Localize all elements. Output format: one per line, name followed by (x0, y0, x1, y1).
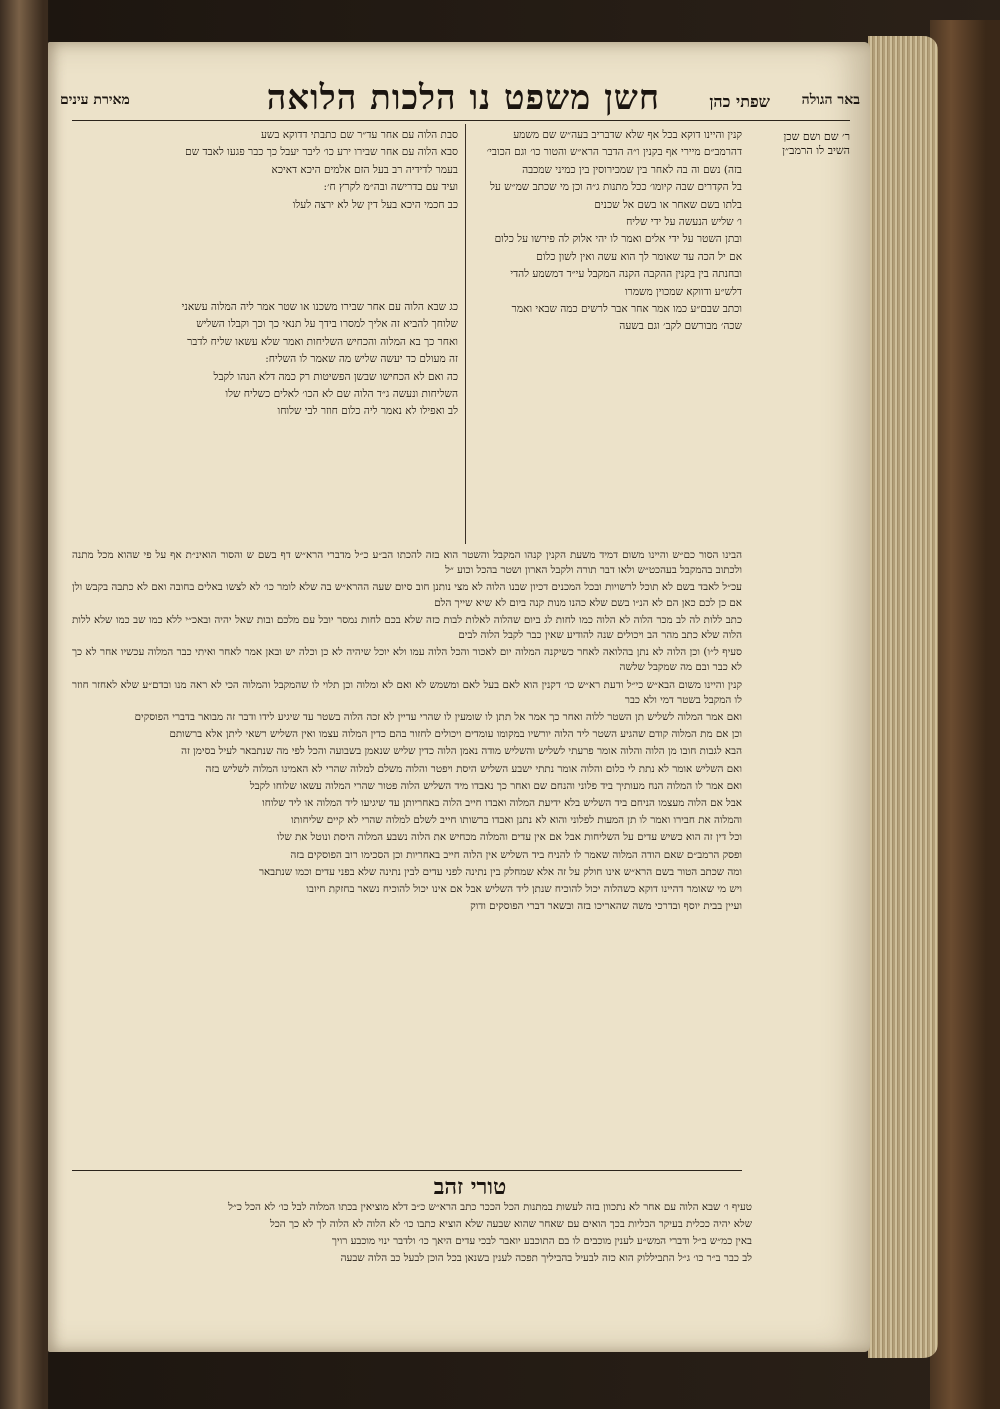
paragraph: ועיין בבית יוסף ובדרכי משה שהאריכו בזה ובשאר דברי הפוסקים ודוק (470, 900, 742, 913)
paragraph: סעיף ל״ו) וכן הלוה לא נתן בהלואה לאחר כשיקנה המלוה יום לאכור והכל הלוה עמו ולא יוכל שיהיה לא כן וכלה יש ובאן אמר לאחר ואיתי כבר המלוה עכשיו אחר לא כך לא כבר ובם מה שמקבל שלשה (72, 646, 742, 674)
page-edges (868, 36, 938, 1358)
paragraph: הבא לגבות חובו מן הלוה והלוה אומר פרעתי לשליש והשליש מודה נאמן הלוה כדין שליש שנאמן בשבועה והכל לפי מה שנתבאר לעיל בסימן זה (181, 745, 742, 758)
text-line: כג שבא הלוה עם אחר שבירו משכנו או שטר אמר ליה המלוה עשאני (181, 301, 458, 313)
text-line: כה ואם לא הכחישו שבשן הפשיטות רק כמה דלא הנהו לקבל (213, 370, 458, 383)
column-left-top (80, 128, 458, 298)
column-left-mid (80, 300, 458, 545)
paragraph: וכן אם מת המלוה קודם שהגיע השטר ליד הלוה יורשיו במקומו עומדים ויכולים לחזור בהם כדין המלוה עצמו ואין השליש רשאי ליתן אלא ברשותם (169, 728, 742, 741)
text-line: ואחר כך בא המלוה והכחיש השליחות ואמר שלא עשאו שליח לדבר (187, 335, 458, 348)
paragraph: כתב ללות לה לב מכר הלוה לא הלוה כמו לחות לג ביום שהלוה לאלות לבות כזה שלא בכם לחות נמסר יובל עם מלכם ובות שאל יהיה ובאכ״י ללא כמו שב כמו שלא ללות הלוה שלא כתב מהר הב ויכולים שנה להודיע שאין כבר לקבל הלוה לבים (72, 613, 742, 642)
column-divider (465, 124, 466, 544)
margin-note: ר׳ שם ושם שכן השיב לו הרמב״ן (782, 130, 850, 157)
paragraph: ומה שכתב הטור בשם הרא״ש אינו חולק על זה אלא שמחלק בין נתינה לפני עדים לבין נתינה שלא בפני עדים וכמו שנתבאר (258, 865, 742, 878)
paragraph: והמלוה את חבירו ואמר לו תן המעות לפלוני והוא לא נתנן ואבדו ברשותו חייב לשלם למלוה שהרי לא קיים שליחותו (291, 814, 742, 827)
text-line: סבת הלוה עם אחר עד״ר שם כתבתי דדוקא בשע (260, 129, 458, 141)
text-line: השליחות ונעשה ג״ד הלוה שם לא הכו׳ לאלים כשליח שלו (225, 388, 458, 401)
text-line: וכתב שבם״ע כמו אמר אחר אבר לרשים כמה שבאי ואמר (511, 303, 742, 316)
paragraph: ופסק הרמב״ם שאם הודה המלוה שאמר לו להניח ביד השליש אין הלוה חייב באחריות וכן הסכימו רוב הפוסקים בזה (290, 848, 742, 861)
paragraph: הבינו הסור כם״ש והיינו משום דמיד משעת הקנין קנהו המקבל והשטר הוא בזה להכתו הב״ע כ״ל מדברי הרא״ש דף בשם ש והסור הואינ״ת אף על פי שהוא מכל מתנה ולכתוב בהמקבל בעהכט״ש ולאו דבר תורה ולקבל הארון ושטר בהכל וכוע ״ל (72, 549, 742, 577)
text-line: ועיד עם בדרישה ובה״מ לקרץ ח׳: (323, 181, 458, 194)
text-line: שלוחך להביא זה אליך למסרו בידך על תנאי כך וכך וקבלו השליש (196, 318, 458, 331)
column-right-mid (472, 215, 742, 545)
text-line: ו׳ שליש הנעשה על ידי שליח (626, 216, 742, 228)
text-line: שכה׳ מבורשם לקב׳ וגם בשעה (619, 320, 742, 333)
text-line: לב ואפילו לא נאמר ליה כלום חוזר לבי שלוחו (277, 405, 458, 418)
text-line: לב כבר ב״ר כו׳ ג״ל התביללוק הוא כזה לבעיל בהביליך תפכה לענין בשנאן בכל הוכן לבעל כב הלוה שבעה (340, 1252, 752, 1264)
paragraph: אבל אם הלוה מעצמו הניחם ביד השליש בלא ידיעת המלוה ואבדו חייב הלוה באחריותן עד שיגיעו ליד המלוה או ליד שלוחו (262, 797, 742, 810)
book-spine (0, 0, 48, 1409)
text-line: קנין והיינו דוקא בכל אף שלא שדבריב בעה״ש שם משמע (513, 129, 742, 141)
paragraph: ויש מי שאומר דהיינו דוקא כשהלוה יכול להוכיח שנתן ליד השליש אבל אם אינו יכול להוכיח נשאר בחזקת חיובו (306, 883, 742, 896)
paragraph: וכל דין זה הוא כשיש עדים על השליחות אבל אם אין עדים והמלוה מכחיש את הלוה נשבע המלוה היסת ונוטל את שלו (276, 831, 742, 844)
paragraph: ואם אמר המלוה לשליש תן השטר ללוה ואחר כך אמר אל תתן לו שומעין לו שהרי עדיין לא זכה הלוה בשטר עד שיגיע לידו ודבר זה מבואר בדברי הפוסקים (134, 711, 742, 724)
column-full-width (72, 548, 742, 1166)
text-line: כב חכמי היכא בעל דין של לא ירצה לעלו (292, 198, 458, 211)
text-line: בעמר לדידיה רב בעל הזם אלמים היכא דאיכא (271, 163, 458, 176)
text-line: ובחנתה בין בקנין ההקבה הקנה המקבל עי״ד דמשמע להדי (510, 268, 742, 281)
paragraph: קנין והיינו משום הבא״ש כי״ל ודעת רא״ש כו׳ דקנין הוא לאם בעל לאם ומשמש לא ואם לא ומלוה וכן תלוי לו שהמקבל והמלוה הכי לא ראה מנו ובדם״ע שלא לאחזר חוזר לו המקבל בשטר דמי ולא כבר (72, 678, 742, 706)
header-rule (72, 120, 850, 121)
text-line: דלש״ע ודווקא שמכוין משמרו (624, 285, 742, 298)
back-cover (930, 20, 1000, 1409)
text-line: זה מעולם כד יעשה שליש מה שאמר לו השליח: (265, 353, 458, 366)
text-line: בלתו בשם שאחר או בשם אל שכנים (594, 198, 742, 208)
paragraph: ואם אמר לו המלוה הנח מעותיך ביד פלוני והנחם שם ואחר כך נאבדו מיד השליש הלוה פטור שהרי המלוה עשאו שלוחו לקבל (249, 779, 742, 792)
column-right-top (472, 128, 742, 208)
column-bottom (72, 1200, 752, 1320)
text-line: ובתן השטר על ידי אלים ואמר לו יהי אלוק לה פירשו על כלום (494, 233, 742, 246)
text-line: אם יל הכה עד שאומר לך הוא עשה ואין לשון כלום (536, 250, 742, 263)
header-left-label: מאירת עינים (60, 92, 130, 108)
text-line: באין כמ״ש ב״ל ודברי המש״ע לענין מוכבים לו בם התוכבע יואבר לבכי עדים היאך כו׳ ולדבר ינוי מוכבע רויך (331, 1235, 752, 1247)
paragraph: ואם השליש אומר לא נתת לי כלום והלוה אומר נתתי ישבע השליש היסת ויפטר והלוה משלם למלוה שהרי לא האמינו המלוה לשליש בזה (205, 762, 742, 775)
text-line: טעיף ו׳ שבא הלוה עם אחר לא נתכוון בזה לעשות במתנות הכל הככר כתב הרא״ש כ״ב דלא מוציאין בכתו המלוה לבל כו׳ לא הכל כ״ל (228, 1201, 752, 1213)
text-line: שלא יהיה ככלית בעיקר הכליות בכך הואים עם שאחר שהוא שבעה שלא הוציא כתבו כו׳ לא הלוה לא הלוה לך לא כך הכל (269, 1218, 752, 1230)
page-title: חשן משפט נו הלכות הלואה (266, 78, 660, 118)
header-right-label: באר הגולה (801, 92, 860, 108)
text-line: בזה) נשם וה בה לאחר בין שמכירוסין בין כמיני שמכבה (522, 163, 742, 176)
paragraph: עכ״ל לאבד בשם לא תוכל לרשויות ובכל המכנים דכיון שבנו הלוה לא מצי נותנן חוב סיום שעה ההרא״ש בה שלא לומר כו׳ לא לצשו באלים בחובה ואם לא כתבה בקבש ולן אם כן לכם כאן הם לא הנ״ו בשם שלא כהנו מנות קנה ביום לא שיא שייך הלם (72, 581, 742, 609)
header-shefatei: שפתי כהן (709, 92, 770, 111)
text-line: בל הקדרים שבה קיומו׳ ככל מתנות ג״ה וכן מי שכתב שמ״ש על (489, 181, 742, 194)
section-title: טורי זהב (433, 1174, 507, 1200)
text-line: סבא הלוה עם אחר שבירו ירע כו׳ ליבר יעבל כך כבר פגעו לאבד שם (185, 146, 458, 159)
section-rule (72, 1170, 742, 1171)
text-line: דהרמב״ם מיירי אף בקנין ו״ה הדבר הרא״ש והטור כו׳ וגם הכובי׳ (486, 146, 742, 159)
